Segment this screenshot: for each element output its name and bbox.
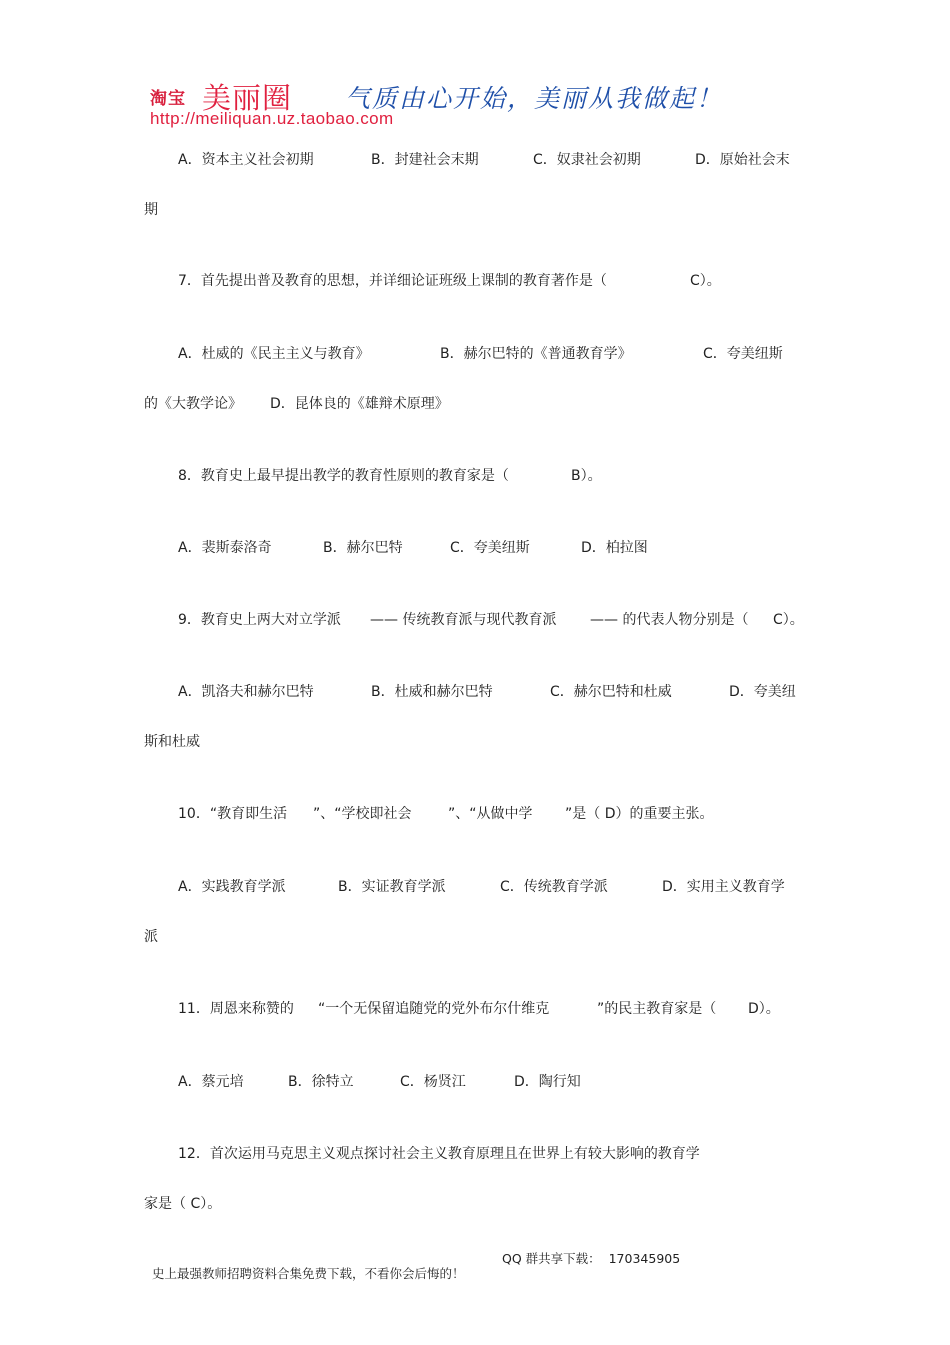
q10-option-a: A．实践教育学派: [178, 879, 286, 895]
q9-option-a: A．凯洛夫和赫尔巴特: [178, 684, 314, 700]
page-footer: [144, 1249, 681, 1297]
q10-question-part3: ”、“从做中学: [448, 806, 533, 822]
footer-promo: 史上最强教师招聘资料合集免费下载，不看你会后悔的！: [151, 1266, 465, 1281]
q10-option-d-wrap: 派: [144, 929, 158, 945]
q10-question-part1: 10．“教育即生活: [178, 806, 288, 822]
q8-question: 8．教育史上最早提出教学的教育性原则的教育家是（: [178, 468, 509, 484]
q10-question-part2: ”、“学校即社会: [313, 806, 412, 822]
q12-question-wrap: 家是（ C）。: [144, 1196, 222, 1212]
q7-answer: C）。: [690, 273, 721, 289]
q8-option-a: A．裴斯泰洛奇: [178, 540, 272, 556]
q7-option-a: A．杜威的《民主主义与教育》: [178, 346, 370, 362]
q11-question-part1: 11．周恩来称赞的: [178, 1001, 294, 1017]
q8-answer: B）。: [571, 468, 602, 484]
q10-option-b: B．实证教育学派: [338, 879, 446, 895]
q9-option-d: D．夸美纽: [729, 684, 796, 700]
q7-option-c: C．夸美纽斯: [703, 346, 783, 362]
banner-slogan: 气质由心开始，美丽从我做起！: [345, 84, 724, 113]
q9-question-part2: —— 传统教育派与现代教育派: [370, 612, 557, 628]
q10-option-c: C．传统教育学派: [500, 879, 608, 895]
q9-question-part3: —— 的代表人物分别是（: [590, 612, 749, 628]
q11-question-part2: “一个无保留追随党的党外布尔什维克: [318, 1001, 550, 1017]
q11-option-d: D．陶行知: [514, 1074, 581, 1090]
q11-option-a: A．蔡元培: [178, 1074, 244, 1090]
q9-option-b: B．杜威和赫尔巴特: [371, 684, 493, 700]
q6-option-b: B．封建社会末期: [371, 152, 479, 168]
q7-question: 7．首先提出普及教育的思想，并详细论证班级上课制的教育著作是（: [178, 273, 607, 289]
q11-question-part3: ”的民主教育家是（: [597, 1001, 717, 1017]
q8-option-c: C．夸美纽斯: [450, 540, 530, 556]
q6-option-c: C．奴隶社会初期: [533, 152, 641, 168]
q9-question-part1: 9．教育史上两大对立学派: [178, 612, 341, 628]
q11-option-c: C．杨贤江: [400, 1074, 466, 1090]
q7-option-d: D．昆体良的《雄辩术原理》: [270, 396, 449, 412]
q10-question-part4: ”是（ D）的重要主张。: [565, 806, 714, 822]
footer-qq: QQ 群共享下载： 170345905: [502, 1251, 681, 1266]
q12-question: 12．首次运用马克思主义观点探讨社会主义教育原理且在世界上有较大影响的教育学: [178, 1146, 700, 1162]
q7-option-b: B．赫尔巴特的《普通教育学》: [440, 346, 632, 362]
q9-option-d-wrap: 斯和杜威: [144, 734, 200, 750]
q8-option-b: B．赫尔巴特: [323, 540, 403, 556]
q6-option-d-wrap: 期: [144, 202, 158, 218]
q10-option-d: D．实用主义教育学: [662, 879, 785, 895]
banner-brand: 美丽圈: [202, 81, 293, 115]
q6-option-d: D．原始社会末: [695, 152, 790, 168]
q7-option-c-wrap: 的《大教学论》: [144, 396, 242, 412]
q11-option-b: B．徐特立: [288, 1074, 354, 1090]
banner-url[interactable]: http://meiliquan.uz.taobao.com: [150, 109, 394, 128]
shop-banner: [150, 78, 750, 130]
q11-answer: D）。: [748, 1001, 780, 1017]
q8-option-d: D．柏拉图: [581, 540, 648, 556]
q9-answer: C）。: [773, 612, 804, 628]
q9-option-c: C．赫尔巴特和杜威: [550, 684, 672, 700]
q6-option-a: A．资本主义社会初期: [178, 152, 314, 168]
banner-taobao-label: 淘宝: [150, 89, 186, 109]
